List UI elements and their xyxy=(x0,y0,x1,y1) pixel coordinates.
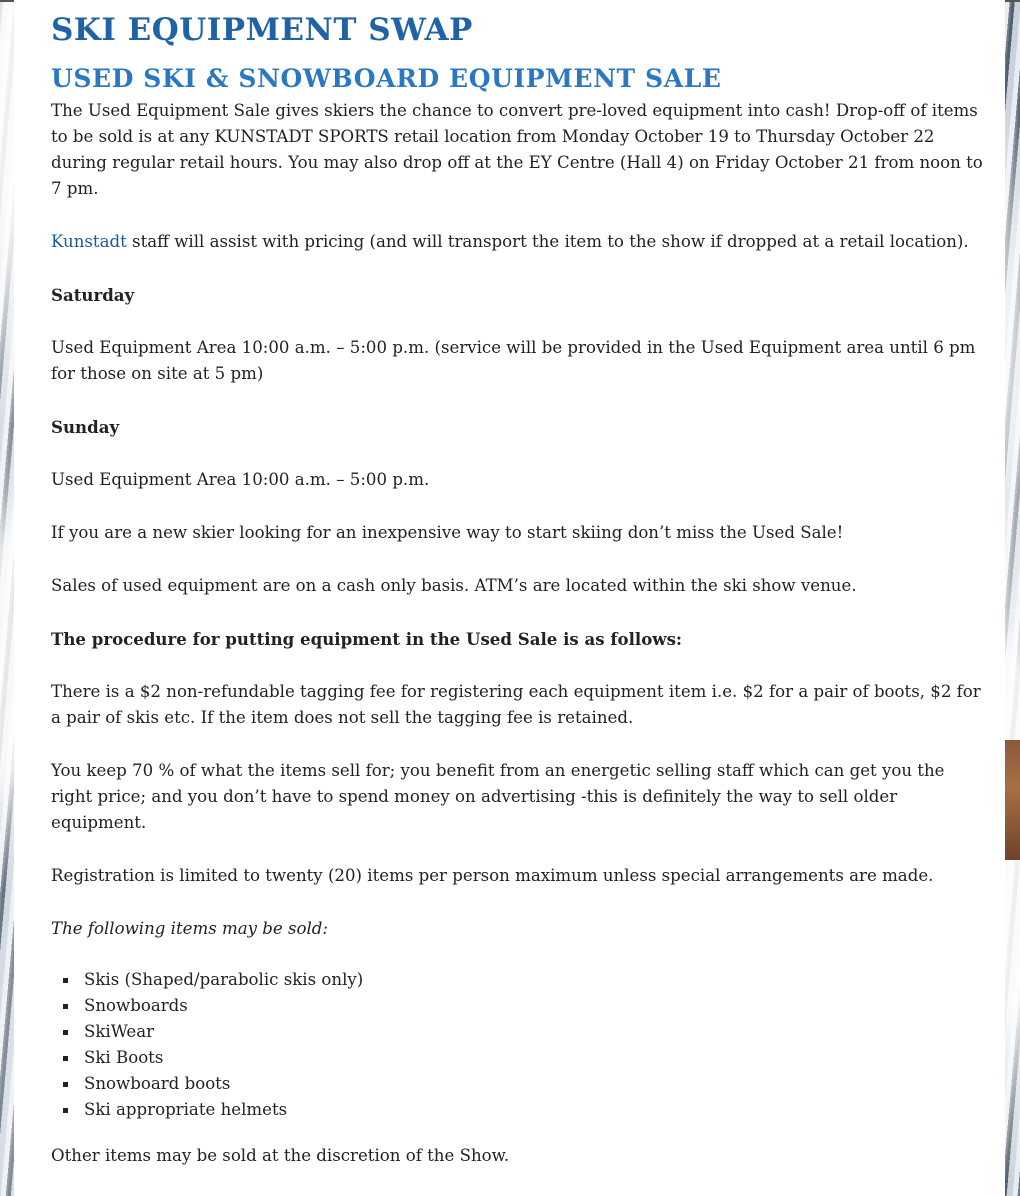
sunday-heading: Sunday xyxy=(51,417,120,437)
procedure-heading: The procedure for putting equipment in the Used Sale is as follows: xyxy=(51,629,683,649)
list-item xyxy=(84,993,989,1019)
pricing-paragraph xyxy=(51,229,989,255)
list-item-text: Snowboards xyxy=(84,996,188,1015)
saturday-heading: Saturday xyxy=(51,285,135,305)
keep-percentage-paragraph: You keep 70 % of what the items sell for; you benefit from an energetic selling staff which can get you the right price; and you don’t have to spend money on advertising -this is definitely the way to sell older equipment. xyxy=(51,761,945,832)
list-item-text: SkiWear xyxy=(84,1022,155,1041)
registration-limit-paragraph: Registration is limited to twenty (20) items per person maximum unless special arrangements are made. xyxy=(51,866,934,885)
sunday-hours: Used Equipment Area 10:00 a.m. – 5:00 p.m. xyxy=(51,470,430,489)
list-item-text: Skis (Shaped/parabolic skis only) xyxy=(84,970,364,989)
list-item-text: Snowboard boots xyxy=(84,1074,231,1093)
saturday-hours: Used Equipment Area 10:00 a.m. – 5:00 p.m. (service will be provided in the Used Equipment area until 6 pm for those on site at 5 pm) xyxy=(51,338,976,383)
new-skier-paragraph: If you are a new skier looking for an inexpensive way to start skiing don’t miss the Used Sale! xyxy=(51,523,844,542)
kunstadt-link[interactable]: Kunstadt xyxy=(51,232,127,251)
list-item xyxy=(84,967,989,993)
items-heading: The following items may be sold: xyxy=(51,919,329,938)
page-subtitle: USED SKI & SNOWBOARD EQUIPMENT SALE xyxy=(51,64,722,93)
list-item xyxy=(84,1019,989,1045)
bullet-icon xyxy=(63,1108,68,1113)
pricing-text: staff will assist with pricing (and will transport the item to the show if dropped at a retail location). xyxy=(126,232,969,251)
bullet-icon xyxy=(63,1056,68,1061)
intro-paragraph: The Used Equipment Sale gives skiers the chance to convert pre-loved equipment into cash! Drop-off of items to be sold is at any KUNSTADT SPORTS retail location from Monday October 19 to Thursday October 22 during regular retail hours. You may also drop off at the EY Centre (Hall 4) on Friday October 21 from noon to 7 pm. xyxy=(51,101,983,198)
bullet-icon xyxy=(63,1082,68,1087)
list-item xyxy=(84,1071,989,1097)
bullet-icon xyxy=(63,1030,68,1035)
items-list xyxy=(51,967,989,1123)
background-cabin xyxy=(1004,740,1020,860)
bullet-icon xyxy=(63,1004,68,1009)
list-item-text: Ski Boots xyxy=(84,1048,164,1067)
bullet-icon xyxy=(63,978,68,983)
cash-only-paragraph: Sales of used equipment are on a cash only basis. ATM’s are located within the ski show venue. xyxy=(51,576,857,595)
list-item xyxy=(84,1097,989,1123)
list-item xyxy=(84,1045,989,1071)
other-items-paragraph: Other items may be sold at the discretion of the Show. xyxy=(51,1146,510,1165)
tagging-fee-paragraph: There is a $2 non-refundable tagging fee for registering each equipment item i.e. $2 for a pair of boots, $2 for a pair of skis etc. If the item does not sell the tagging fee is retained. xyxy=(51,682,981,727)
main-content xyxy=(14,0,1005,1196)
list-item-text: Ski appropriate helmets xyxy=(84,1100,288,1119)
page-title: SKI EQUIPMENT SWAP xyxy=(51,12,473,48)
